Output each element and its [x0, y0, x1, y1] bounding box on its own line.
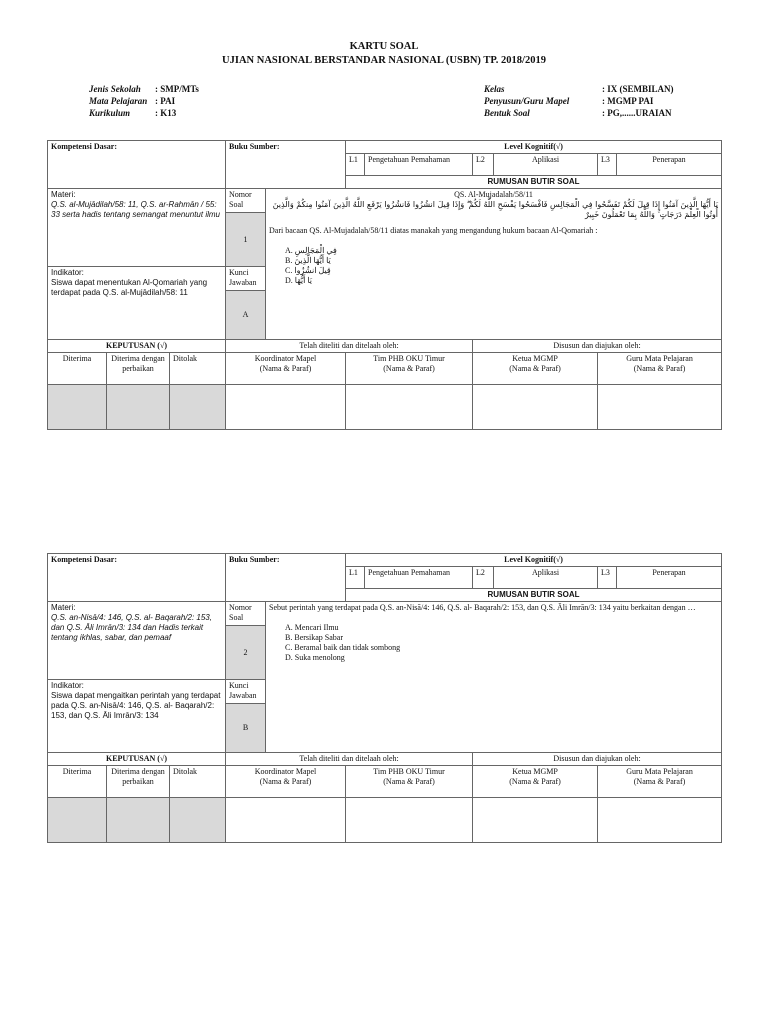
l2-text: Aplikasi	[494, 154, 598, 176]
diterima-label: Diterima	[48, 353, 107, 385]
diterima-label: Diterima	[48, 766, 107, 798]
meta-label: Kurikulum	[89, 108, 131, 118]
ketua-mgmp-label: Ketua MGMP (Nama & Paraf)	[473, 353, 598, 385]
option-b: B. يَا أَيُّهَا الَّذِينَ	[285, 256, 331, 265]
sign-box-tim	[346, 798, 473, 843]
l1-text: Pengetahuan Pemahaman	[365, 567, 473, 589]
option-a: A. Mencari Ilmu	[285, 623, 339, 632]
answer-options	[269, 246, 718, 286]
ditelaah-label: Telah diteliti dan ditelaah oleh:	[226, 340, 473, 353]
sign-box-perbaikan	[107, 798, 170, 843]
sign-box-koordinator	[226, 385, 346, 430]
answer-key: B	[226, 704, 266, 753]
option-c: C. قِيلَ انشُزُوا	[285, 266, 331, 275]
diterima-perbaikan-label: Diterima dengan perbaikan	[107, 353, 170, 385]
tim-phb-label: Tim PHB OKU Timur (Nama & Paraf)	[346, 766, 473, 798]
l2-label: L2	[473, 567, 494, 589]
option-d: D. يَا أَيُّهَا	[285, 276, 313, 285]
disusun-label: Disusun dan diajukan oleh:	[473, 753, 722, 766]
l2-label: L2	[473, 154, 494, 176]
question-card-2	[47, 553, 721, 843]
l3-text: Penerapan	[617, 567, 722, 589]
meta-left	[89, 83, 199, 119]
l3-label: L3	[598, 154, 617, 176]
sign-box-diterima	[48, 798, 107, 843]
sign-box-ketua	[473, 798, 598, 843]
l3-text: Penerapan	[617, 154, 722, 176]
option-a: A. فِي الْمَجَالِسِ	[285, 246, 337, 255]
level-label: Level Kognitif(√)	[346, 554, 722, 567]
keputusan-label: KEPUTUSAN (√)	[48, 753, 226, 766]
l1-text: Pengetahuan Pemahaman	[365, 154, 473, 176]
option-d: D. Suka menolong	[285, 653, 345, 662]
guru-mapel-label: Guru Mata Pelajaran (Nama & Paraf)	[598, 766, 722, 798]
verse-reference: QS. Al-Mujadalah/58/11	[454, 190, 533, 199]
meta-row	[89, 107, 199, 119]
kunci-label: Kunci Jawaban	[226, 267, 266, 291]
answer-options	[269, 623, 718, 663]
l2-text: Aplikasi	[494, 567, 598, 589]
kd-label: Kompetensi Dasar:	[48, 141, 226, 189]
meta-value: : PAI	[155, 96, 176, 106]
rumusan-label: RUMUSAN BUTIR SOAL	[346, 176, 722, 189]
sign-box-tim	[346, 385, 473, 430]
meta-value: : IX (SEMBILAN)	[602, 84, 674, 94]
koordinator-label: Koordinator Mapel (Nama & Paraf)	[226, 766, 346, 798]
option-c: C. Beramal baik dan tidak sombong	[285, 643, 401, 652]
meta-label: Kelas	[484, 84, 505, 94]
materi-cell	[48, 189, 226, 267]
kunci-label: Kunci Jawaban	[226, 680, 266, 704]
sign-box-koordinator	[226, 798, 346, 843]
sign-box-ditolak	[170, 798, 226, 843]
question-cell	[266, 189, 722, 340]
buku-label: Buku Sumber:	[226, 554, 346, 602]
meta-row	[484, 83, 674, 95]
materi-text: Q.S. al-Mujādilah/58: 11, Q.S. ar-Rahmān / 55: 33 serta hadis tentang semangat menuntut ilmu	[51, 200, 220, 219]
answer-key: A	[226, 291, 266, 340]
question-number: 1	[226, 213, 266, 267]
indikator-label: Indikator:	[51, 681, 84, 690]
meta-value: : MGMP PAI	[602, 96, 654, 106]
meta-label: Jenis Sekolah	[89, 84, 141, 94]
meta-row	[89, 83, 199, 95]
question-text: Sebut perintah yang terdapat pada Q.S. an-Nisā/4: 146, Q.S. al- Baqarah/2: 153, dan Q.S. Āli Imrān/3: 134 yaitu berkaitan dengan …	[269, 603, 696, 612]
sign-box-ditolak	[170, 385, 226, 430]
option-b: B. Bersikap Sabar	[285, 633, 344, 642]
meta-row	[484, 107, 674, 119]
kd-label: Kompetensi Dasar:	[48, 554, 226, 602]
meta-value: : SMP/MTs	[155, 84, 199, 94]
materi-label: Materi:	[51, 603, 76, 612]
sign-box-perbaikan	[107, 385, 170, 430]
keputusan-label: KEPUTUSAN (√)	[48, 340, 226, 353]
l1-label: L1	[346, 154, 365, 176]
page-title: KARTU SOAL	[349, 41, 419, 52]
indikator-text: Siswa dapat menentukan Al-Qomariah yang terdapat pada Q.S. al-Mujādilah/58: 11	[51, 278, 208, 297]
materi-label: Materi:	[51, 190, 76, 199]
meta-value: : K13	[155, 108, 177, 118]
l3-label: L3	[598, 567, 617, 589]
question-card-1	[47, 140, 721, 430]
ditelaah-label: Telah diteliti dan ditelaah oleh:	[226, 753, 473, 766]
sign-box-guru	[598, 798, 722, 843]
disusun-label: Disusun dan diajukan oleh:	[473, 340, 722, 353]
koordinator-label: Koordinator Mapel (Nama & Paraf)	[226, 353, 346, 385]
indikator-cell	[48, 680, 226, 753]
nomor-label: Nomor Soal	[226, 189, 266, 213]
ketua-mgmp-label: Ketua MGMP (Nama & Paraf)	[473, 766, 598, 798]
meta-row	[89, 95, 199, 107]
meta-label: Bentuk Soal	[484, 108, 530, 118]
sign-box-diterima	[48, 385, 107, 430]
buku-label: Buku Sumber:	[226, 141, 346, 189]
meta-label: Penyusun/Guru Mapel	[484, 96, 570, 106]
diterima-perbaikan-label: Diterima dengan perbaikan	[107, 766, 170, 798]
guru-mapel-label: Guru Mata Pelajaran (Nama & Paraf)	[598, 353, 722, 385]
meta-right	[484, 83, 674, 119]
arabic-verse: يَا أَيُّهَا الَّذِينَ آمَنُوا إِذَا قِيلَ لَكُمْ تَفَسَّحُوا فِي الْمَجَالِسِ فَافْسَحُوا يَفْسَحِ اللَّهُ لَكُمْ ۖ وَإِذَا قِيلَ انشُزُوا فَانشُزُوا يَرْفَعِ اللَّهُ الَّذِينَ آمَنُوا مِنكُمْ وَالَّذِينَ أُوتُوا الْعِلْمَ دَرَجَاتٍ ۚ وَاللَّهُ بِمَا تَعْمَلُونَ خَبِيرٌ	[272, 200, 719, 219]
nomor-label: Nomor Soal	[226, 602, 266, 626]
question-cell	[266, 602, 722, 753]
question-text: Dari bacaan QS. Al-Mujadalah/58/11 diatas manakah yang mengandung hukum bacaan Al-Qomariah :	[269, 226, 598, 235]
rumusan-label: RUMUSAN BUTIR SOAL	[346, 589, 722, 602]
sign-box-ketua	[473, 385, 598, 430]
materi-text: Q.S. an-Nisā/4: 146, Q.S. al- Baqarah/2: 153, dan Q.S. Āli Imrān/3: 134 dan Hadis terkait tentang ikhlas, sabar, dan pemaaf	[51, 613, 212, 642]
meta-value: : PG,......URAIAN	[602, 108, 672, 118]
meta-row	[484, 95, 674, 107]
sign-box-guru	[598, 385, 722, 430]
ditolak-label: Ditolak	[170, 353, 226, 385]
tim-phb-label: Tim PHB OKU Timur (Nama & Paraf)	[346, 353, 473, 385]
question-number: 2	[226, 626, 266, 680]
materi-cell	[48, 602, 226, 680]
level-label: Level Kognitif(√)	[346, 141, 722, 154]
indikator-text: Siswa dapat mengaitkan perintah yang terdapat pada Q.S. an-Nisā/4: 146, Q.S. al- Baqarah/2: 153, dan Q.S. Āli Imrān/3: 134	[51, 691, 221, 720]
indikator-label: Indikator:	[51, 268, 84, 277]
ditolak-label: Ditolak	[170, 766, 226, 798]
meta-label: Mata Pelajaran	[89, 96, 148, 106]
l1-label: L1	[346, 567, 365, 589]
page-subtitle: UJIAN NASIONAL BERSTANDAR NASIONAL (USBN) TP. 2018/2019	[222, 55, 546, 66]
indikator-cell	[48, 267, 226, 340]
